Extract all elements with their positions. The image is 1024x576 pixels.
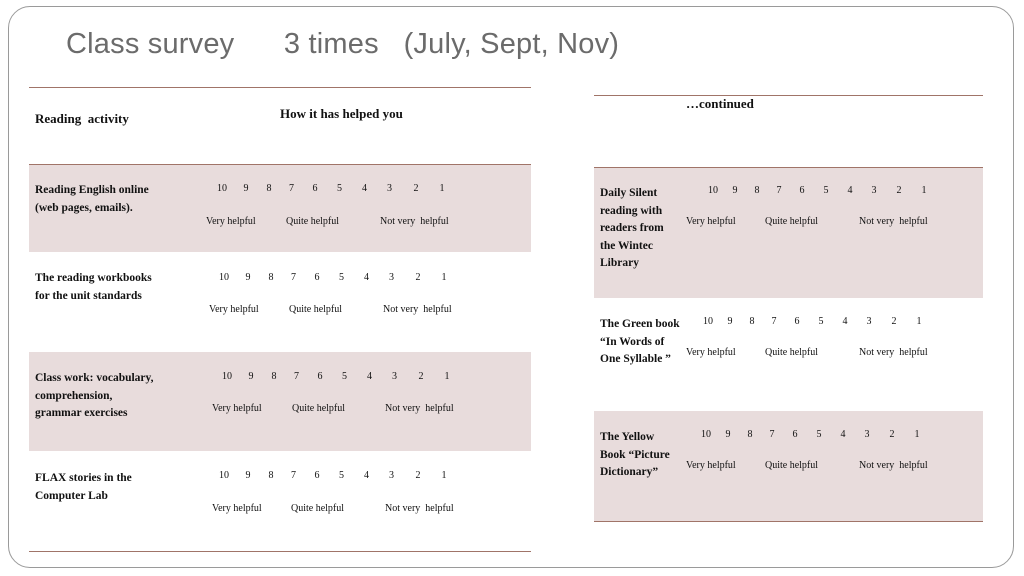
label-very-helpful: Very helpful [686, 460, 736, 471]
label-very-helpful: Very helpful [686, 347, 736, 358]
label-quite-helpful: Quite helpful [289, 304, 343, 315]
scale-num: 5 [818, 316, 824, 327]
left-top-rule [29, 87, 531, 88]
scale-num: 4 [840, 429, 846, 440]
scale-num: 6 [312, 183, 318, 194]
rating-scale-numbers [212, 272, 456, 283]
scale-num: 5 [342, 371, 347, 382]
scale-num: 3 [871, 185, 877, 196]
scale-num: 8 [271, 371, 277, 382]
label-quite-helpful: Quite helpful [291, 503, 345, 514]
scale-num: 6 [317, 371, 323, 382]
activity-flax-stories: FLAX stories in the Computer Lab [35, 472, 132, 502]
label-not-very-helpful: Not very helpful [385, 403, 454, 414]
scale-num: 8 [747, 429, 753, 440]
scale-num: 4 [364, 272, 369, 283]
activity-green-book: The Green book “In Words of One Syllable ” [600, 318, 680, 365]
scale-num: 6 [792, 429, 798, 440]
scale-num: 3 [389, 470, 394, 481]
scale-num: 3 [389, 272, 394, 283]
label-not-very-helpful: Not very helpful [385, 503, 454, 514]
scale-num: 5 [823, 185, 829, 196]
scale-num: 5 [337, 183, 342, 194]
scale-num: 10 [701, 429, 711, 440]
scale-num: 2 [418, 371, 424, 382]
scale-num: 7 [771, 316, 777, 327]
scale-num: 9 [725, 429, 731, 440]
scale-num: 10 [217, 183, 227, 194]
scale-num: 2 [891, 316, 897, 327]
header-how-helped: How it has helped you [280, 106, 403, 121]
scale-num: 2 [415, 470, 421, 481]
label-not-very-helpful: Not very helpful [383, 304, 452, 315]
header-reading-activity: Reading activity [35, 111, 129, 126]
scale-num: 2 [413, 183, 419, 194]
scale-num: 3 [387, 183, 392, 194]
rating-scale-numbers [215, 371, 459, 382]
right-header-rule [594, 167, 983, 168]
scale-num: 4 [362, 183, 367, 194]
scale-num: 6 [794, 316, 800, 327]
left-bottom-rule [29, 551, 531, 552]
scale-num: 1 [439, 183, 445, 194]
label-very-helpful: Very helpful [212, 403, 262, 414]
label-not-very-helpful: Not very helpful [859, 216, 928, 227]
rating-scale-numbers [210, 183, 454, 194]
scale-num: 9 [732, 185, 738, 196]
scale-num: 8 [268, 470, 274, 481]
scale-num: 2 [889, 429, 895, 440]
scale-num: 8 [749, 316, 755, 327]
scale-num: 7 [769, 429, 775, 440]
scale-num: 3 [864, 429, 870, 440]
label-quite-helpful: Quite helpful [765, 460, 819, 471]
label-not-very-helpful: Not very helpful [859, 460, 928, 471]
scale-num: 7 [294, 371, 299, 382]
scale-num: 2 [896, 185, 902, 196]
scale-num: 9 [248, 371, 254, 382]
label-very-helpful: Very helpful [686, 216, 736, 227]
scale-num: 1 [444, 371, 450, 382]
label-quite-helpful: Quite helpful [286, 216, 340, 227]
scale-num: 7 [291, 470, 296, 481]
scale-num: 1 [914, 429, 920, 440]
scale-num: 9 [727, 316, 733, 327]
label-quite-helpful: Quite helpful [765, 216, 819, 227]
rating-scale-numbers [695, 429, 929, 440]
scale-num: 1 [916, 316, 922, 327]
scale-num: 5 [816, 429, 822, 440]
label-very-helpful: Very helpful [209, 304, 259, 315]
rating-scale-numbers [212, 470, 456, 481]
label-very-helpful: Very helpful [206, 216, 256, 227]
scale-num: 4 [847, 185, 853, 196]
rating-scale-numbers [697, 316, 931, 327]
scale-num: 10 [703, 316, 713, 327]
scale-num: 8 [754, 185, 760, 196]
scale-num: 4 [367, 371, 372, 382]
label-not-very-helpful: Not very helpful [859, 347, 928, 358]
scale-num: 10 [219, 272, 229, 283]
scale-num: 5 [339, 272, 344, 283]
scale-num: 9 [243, 183, 249, 194]
label-quite-helpful: Quite helpful [765, 347, 819, 358]
scale-num: 8 [268, 272, 274, 283]
activity-reading-workbooks: The reading workbooks for the unit standards [35, 272, 152, 302]
scale-num: 10 [219, 470, 229, 481]
scale-num: 1 [441, 470, 447, 481]
scale-num: 6 [314, 470, 320, 481]
scale-num: 10 [222, 371, 232, 382]
activity-daily-silent-reading: Daily Silent reading with readers from the Wintec Library [600, 187, 664, 269]
scale-num: 9 [245, 470, 251, 481]
activity-yellow-book: The Yellow Book “Picture Dictionary” [600, 431, 670, 478]
scale-num: 7 [776, 185, 782, 196]
scale-num: 5 [339, 470, 344, 481]
left-header-rule [29, 164, 531, 165]
activity-reading-english-online: Reading English online (web pages, emails). [35, 184, 149, 214]
scale-num: 6 [314, 272, 320, 283]
scale-num: 1 [441, 272, 447, 283]
label-not-very-helpful: Not very helpful [380, 216, 449, 227]
slide-title: Class survey 3 times (July, Sept, Nov) [66, 28, 620, 60]
scale-num: 7 [289, 183, 294, 194]
scale-num: 9 [245, 272, 251, 283]
right-top-rule [594, 95, 983, 96]
scale-num: 4 [364, 470, 369, 481]
scale-num: 4 [842, 316, 848, 327]
scale-num: 6 [799, 185, 805, 196]
scale-num: 2 [415, 272, 421, 283]
scale-num: 7 [291, 272, 296, 283]
header-continued: …continued [686, 96, 754, 111]
scale-num: 1 [921, 185, 927, 196]
rating-scale-numbers [702, 185, 936, 196]
label-very-helpful: Very helpful [212, 503, 262, 514]
right-bottom-rule [594, 521, 983, 522]
scale-num: 10 [708, 185, 718, 196]
scale-num: 3 [392, 371, 397, 382]
scale-num: 3 [866, 316, 872, 327]
label-quite-helpful: Quite helpful [292, 403, 346, 414]
activity-class-work: Class work: vocabulary, comprehension, grammar exercises [35, 372, 154, 419]
scale-num: 8 [266, 183, 272, 194]
